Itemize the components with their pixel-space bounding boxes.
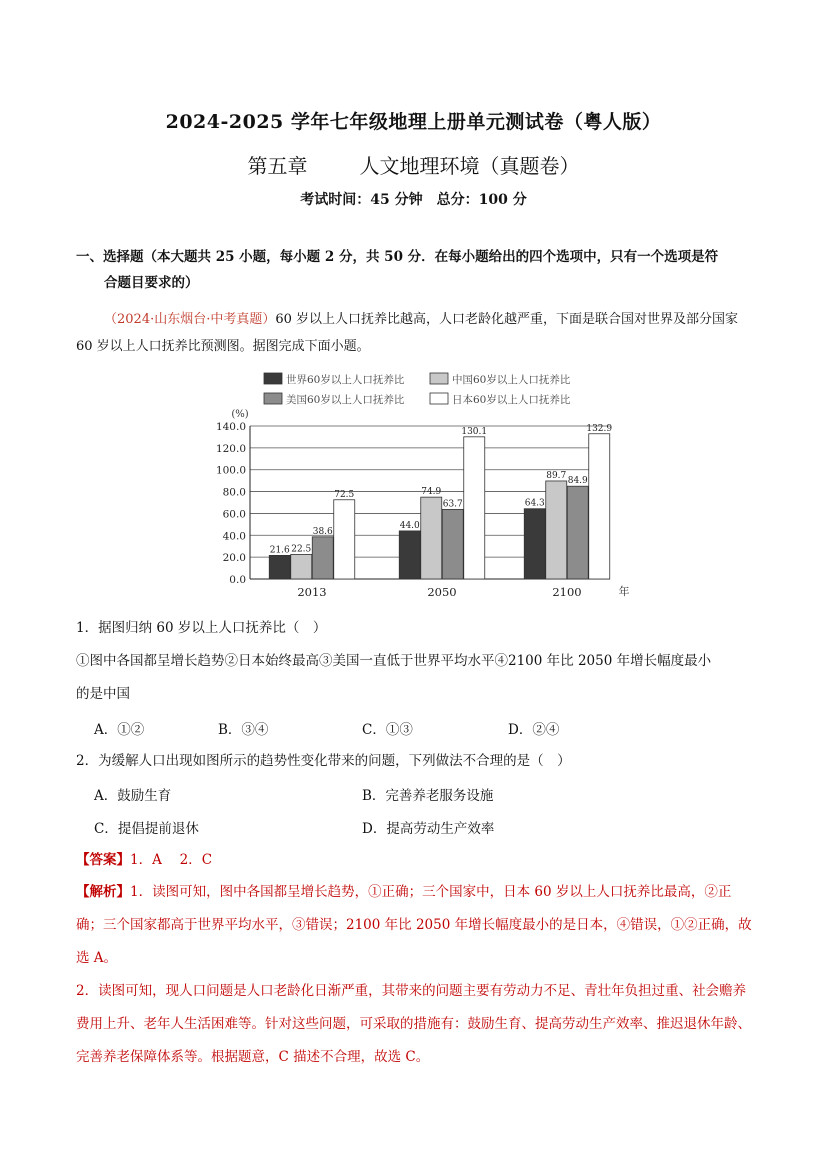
answer-line <box>76 850 212 870</box>
y-tick-label: 20.0 <box>222 552 246 565</box>
question-source: （2024·山东烟台·中考真题） <box>104 312 276 327</box>
bar-2013-series-0 <box>269 555 290 579</box>
q2-option-c[interactable]: C．提倡提前退休 <box>94 821 199 837</box>
question-2-stem: 2．为缓解人口出现如图所示的趋势性变化带来的问题，下列做法不合理的是（ ） <box>76 753 571 769</box>
q2-option-a[interactable]: A．鼓励生育 <box>94 788 172 804</box>
bar-2100-series-2 <box>567 486 588 579</box>
bar-2013-series-2 <box>312 537 333 579</box>
answer-label: 【答案】 <box>76 852 130 868</box>
analysis-paragraph-1 <box>76 876 756 975</box>
data-label: 84.9 <box>567 476 588 487</box>
question-intro <box>76 306 756 360</box>
q1-option-a[interactable]: A．①② <box>94 722 145 738</box>
section-heading <box>76 244 756 296</box>
exam-info: 考试时间：45 分钟 总分：100 分 <box>300 192 527 208</box>
chapter-title: 人文地理环境（真题卷） <box>359 154 580 178</box>
legend-swatch-0 <box>264 373 282 384</box>
legend-swatch-3 <box>430 393 448 404</box>
analysis-paragraph-2: 2．读图可知，现人口问题是人口老龄化日渐严重，其带来的问题主要有劳动力不足、青壮年负担过重、社会赡养费用上升、老年人生活困难等。针对这些问题，可采取的措施有：鼓励生育、提高劳动生产效率、推迟退休年龄、完善养老保障体系等。根据题意，C 描述不合理，故选 C。 <box>76 983 751 1065</box>
legend-swatch-2 <box>264 393 282 404</box>
bar-2050-series-2 <box>442 509 463 579</box>
data-label: 63.7 <box>442 499 463 510</box>
data-label: 89.7 <box>546 470 567 481</box>
data-label: 130.1 <box>461 426 488 437</box>
bar-2013-series-1 <box>291 554 312 579</box>
y-tick-label: 120.0 <box>215 442 246 455</box>
x-tick-label: 2050 <box>427 585 457 599</box>
section-line-1: 一、选择题（本大题共 25 小题，每小题 2 分，共 50 分．在每小题给出的四个选项中，只有一个选项是符 <box>76 249 719 265</box>
x-tick-label: 2013 <box>297 585 327 599</box>
section-line-2: 合题目要求的） <box>104 275 199 291</box>
data-label: 74.9 <box>421 487 442 498</box>
chapter-number: 第五章 <box>247 154 308 178</box>
data-label: 44.0 <box>399 520 420 531</box>
data-label: 21.6 <box>269 545 290 556</box>
x-tick-label: 2100 <box>552 585 582 599</box>
y-tick-label: 140.0 <box>215 421 246 433</box>
bar-2100-series-1 <box>546 481 567 579</box>
legend-label-3: 日本60岁以上人口抚养比 <box>452 394 571 406</box>
analysis-label: 【解析】 <box>76 884 130 900</box>
y-axis-unit: (%) <box>231 409 249 420</box>
y-tick-label: 60.0 <box>222 508 246 521</box>
answer-text: 1．A 2．C <box>130 852 213 868</box>
y-tick-label: 40.0 <box>222 530 246 543</box>
analysis-text-1: 1．读图可知，图中各国都呈增长趋势，①正确；三个国家中，日本 60 岁以上人口抚养比最高，②正确；三个国家都高于世界平均水平，③错误；2100 年比 2050 年增长幅度最小的是日本，④错误，①②正确，故选 A。 <box>76 884 752 966</box>
bar-2050-series-0 <box>399 531 420 579</box>
q2-option-b[interactable]: B．完善养老服务设施 <box>362 788 494 804</box>
legend-swatch-1 <box>430 373 448 384</box>
y-tick-label: 0.0 <box>229 574 246 586</box>
bar-2013-series-3 <box>334 500 355 579</box>
data-label: 132.9 <box>586 423 613 434</box>
q1-option-c[interactable]: C．①③ <box>362 722 413 738</box>
y-tick-label: 80.0 <box>222 486 246 499</box>
question-1-stem: 1．据图归纳 60 岁以上人口抚养比（ ） <box>76 620 327 636</box>
bar-2100-series-3 <box>589 434 610 579</box>
x-axis-unit: 年 <box>618 585 630 598</box>
legend-label-1: 中国60岁以上人口抚养比 <box>452 374 571 386</box>
q1-option-d[interactable]: D．②④ <box>508 722 560 738</box>
page-title: 2024-2025 学年七年级地理上册单元测试卷（粤人版） <box>165 111 662 133</box>
legend-label-2: 美国60岁以上人口抚养比 <box>286 394 405 406</box>
q1-option-b[interactable]: B．③④ <box>218 722 269 738</box>
data-label: 72.5 <box>334 489 355 500</box>
data-label: 64.3 <box>524 498 545 509</box>
data-label: 22.5 <box>291 544 312 555</box>
intro-text: 60 岁以上人口抚养比越高，人口老龄化越严重，下面是联合国对世界及部分国家 60 岁以上人口抚养比预测图。据图完成下面小题。 <box>76 312 739 354</box>
dependency-ratio-chart <box>212 370 632 605</box>
bar-2050-series-1 <box>421 497 442 579</box>
question-1-statements: ①图中各国都呈增长趋势②日本始终最高③美国一直低于世界平均水平④2100 年比 2050 年增长幅度最小 <box>76 653 712 669</box>
q2-option-d[interactable]: D．提高劳动生产效率 <box>362 821 495 837</box>
legend-label-0: 世界60岁以上人口抚养比 <box>286 374 405 386</box>
chapter-heading <box>0 150 827 179</box>
bar-2100-series-0 <box>524 509 545 579</box>
question-1-statements-cont: 的是中国 <box>76 686 130 702</box>
y-tick-label: 100.0 <box>215 464 246 477</box>
data-label: 38.6 <box>312 526 333 537</box>
bar-2050-series-3 <box>464 437 485 579</box>
